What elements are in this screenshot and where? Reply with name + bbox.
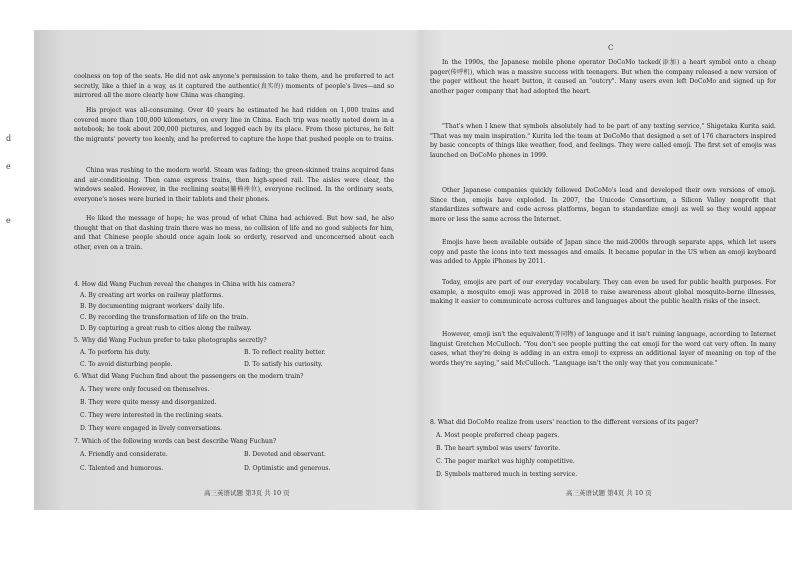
- answer-option[interactable]: A. By creating art works on railway platforms.: [80, 292, 224, 299]
- scan-left-margin: [0, 30, 34, 510]
- answer-option[interactable]: D. Symbols mattered much in texting service.: [436, 471, 578, 478]
- margin-char: e: [6, 162, 11, 171]
- answer-option[interactable]: D. They were engaged in lively conversations.: [80, 425, 223, 432]
- question-stem: 8. What did DoCoMo realize from users' reaction to the different versions of its pager?: [430, 419, 699, 426]
- answer-option[interactable]: C. The pager market was highly competitive.: [436, 458, 575, 465]
- paragraph: Today, emojis are part of our everyday vocabulary. They can even be used for public health purposes. For example, a mosquito emoji was approved in 2018 to raise awareness about global mosquito-borne illnesses, making it easier to communicate across cultures and languages about the public health risks of the insect.: [430, 279, 776, 306]
- answer-option[interactable]: D. To satisfy his curiosity.: [244, 361, 323, 368]
- page-footer: 高三英语试题 第3页 共 10 页: [204, 489, 290, 497]
- right-page: [430, 30, 776, 510]
- answer-option[interactable]: C. They were interested in the reclining seats.: [80, 412, 224, 419]
- answer-option[interactable]: C. Talented and humorous.: [80, 465, 164, 472]
- paragraph: Other Japanese companies quickly followed DoCoMo's lead and developed their own versions of emoji. Since then, emojis have exploded. In 2007, the Unicode Consortium, a Silicon Valley nonprofit that standardizes software and code across platforms, began to standardize emoji as well so they would appear more or less the same across the Internet.: [430, 187, 776, 223]
- question-stem: 5. Why did Wang Fuchun prefer to take photographs secretly?: [74, 337, 267, 344]
- answer-option[interactable]: A. Friendly and considerate.: [80, 451, 168, 458]
- answer-option[interactable]: B. Devoted and observant.: [244, 451, 326, 458]
- section-label: C: [608, 44, 614, 52]
- paragraph: However, emoji isn't the equivalent(等同物) of language and it isn't ruining language, according to Internet linguist Gretchen McCulloch. "You don't see people putting the cat emoji for the word cat very often. In many cases, what they're doing is adding in an extra emoji to express an additional layer of meaning on top of the words they're saying," said McCulloch. "Language isn't the only way that you communicate.": [430, 331, 776, 367]
- answer-option[interactable]: B. By documenting migrant workers' daily life.: [80, 303, 225, 310]
- question-stem: 6. What did Wang Fuchun find about the passengers on the modern train?: [74, 373, 304, 380]
- answer-option[interactable]: C. To avoid disturbing people.: [80, 361, 173, 368]
- answer-option[interactable]: D. By capturing a great rush to cities along the railway.: [80, 325, 252, 332]
- paragraph: Emojis have been available outside of Japan since the mid-2000s through separate apps, which let users copy and paste the icons into text messages and emails. It became popular in the US when an emoji keyboard was added to Apple iPhones by 2011.: [430, 239, 776, 266]
- answer-option[interactable]: A. To perform his duty.: [80, 349, 151, 356]
- scanned-spread: [34, 30, 792, 510]
- question-stem: 7. Which of the following words can best describe Wang Fuchun?: [74, 438, 277, 445]
- paragraph: China was rushing to the modern world. Steam was fading; the green-skinned trains acquired fans and air-conditioning. Then came express trains, then high-speed rail. The aisles were clear, the windows sealed. However, in the reclining seats(躺椅座位), everyone reclined. In the ordinary seats, everyone's noses were buried in their tablets and their phones.: [74, 167, 394, 203]
- left-page: [74, 30, 394, 510]
- paragraph: In the 1990s, the Japanese mobile phone operator DoCoMo tacked(添加) a heart symbol onto a cheap pager(传呼机), which was a massive success with teenagers. But when the company released a new version of the pager without the heart button, it caused an "outcry". Many users even left DoCoMo and signed up for another pager company that had adopted the heart.: [430, 59, 776, 95]
- paragraph: He liked the message of hope; he was proud of what China had achieved. But how sad, he also thought that on that dashing train there was no mess, no collision of life and no good subjects for him, and that Chinese people should once again look so orderly, reserved and unconcerned about each other, even on a train.: [74, 215, 394, 251]
- paragraph: coolness on top of the seats. He did not ask anyone's permission to take them, and he preferred to act secretly, like a thief in a way, as it captured the authentic(真实的) moments of people's lives—and so mirrored all the more clearly how China was changing.: [74, 73, 394, 100]
- page-footer: 高三英语试题 第4页 共 10 页: [566, 489, 652, 497]
- answer-option[interactable]: C. By recording the transformation of life on the train.: [80, 314, 249, 321]
- margin-char: e: [6, 216, 11, 225]
- margin-char: d: [6, 134, 12, 143]
- answer-option[interactable]: B. The heart symbol was users' favorite.: [436, 445, 561, 452]
- answer-option[interactable]: B. They were quite messy and disorganized.: [80, 399, 217, 406]
- answer-option[interactable]: A. Most people preferred cheap pagers.: [436, 432, 560, 439]
- answer-option[interactable]: D. Optimistic and generous.: [244, 465, 331, 472]
- paragraph: His project was all-consuming. Over 40 years he estimated he had ridden on 1,000 trains and covered more than 100,000 kilometers, on every line in China. Each trip was neatly noted down in a notebook; he took about 200,000 pictures, and logged each by its place. From those pictures, he felt the migrants' poverty too keenly, and he preferred to capture the hope that pushed people on to trains.: [74, 107, 394, 143]
- answer-option[interactable]: B. To reflect reality better.: [244, 349, 326, 356]
- paragraph: "That's when I knew that symbols absolutely had to be part of any texting service," Shigetaka Kurita said. "That was my main inspiration." Kurita led the team at DoCoMo that designed a set of 176 characters inspired by basic concepts of things like weather, food, and feelings. They were called emoji. The first set of emojis was launched on DoCoMo phones in 1999.: [430, 123, 776, 159]
- answer-option[interactable]: A. They were only focused on themselves.: [80, 386, 210, 393]
- question-stem: 4. How did Wang Fuchun reveal the changes in China with his camera?: [74, 281, 295, 288]
